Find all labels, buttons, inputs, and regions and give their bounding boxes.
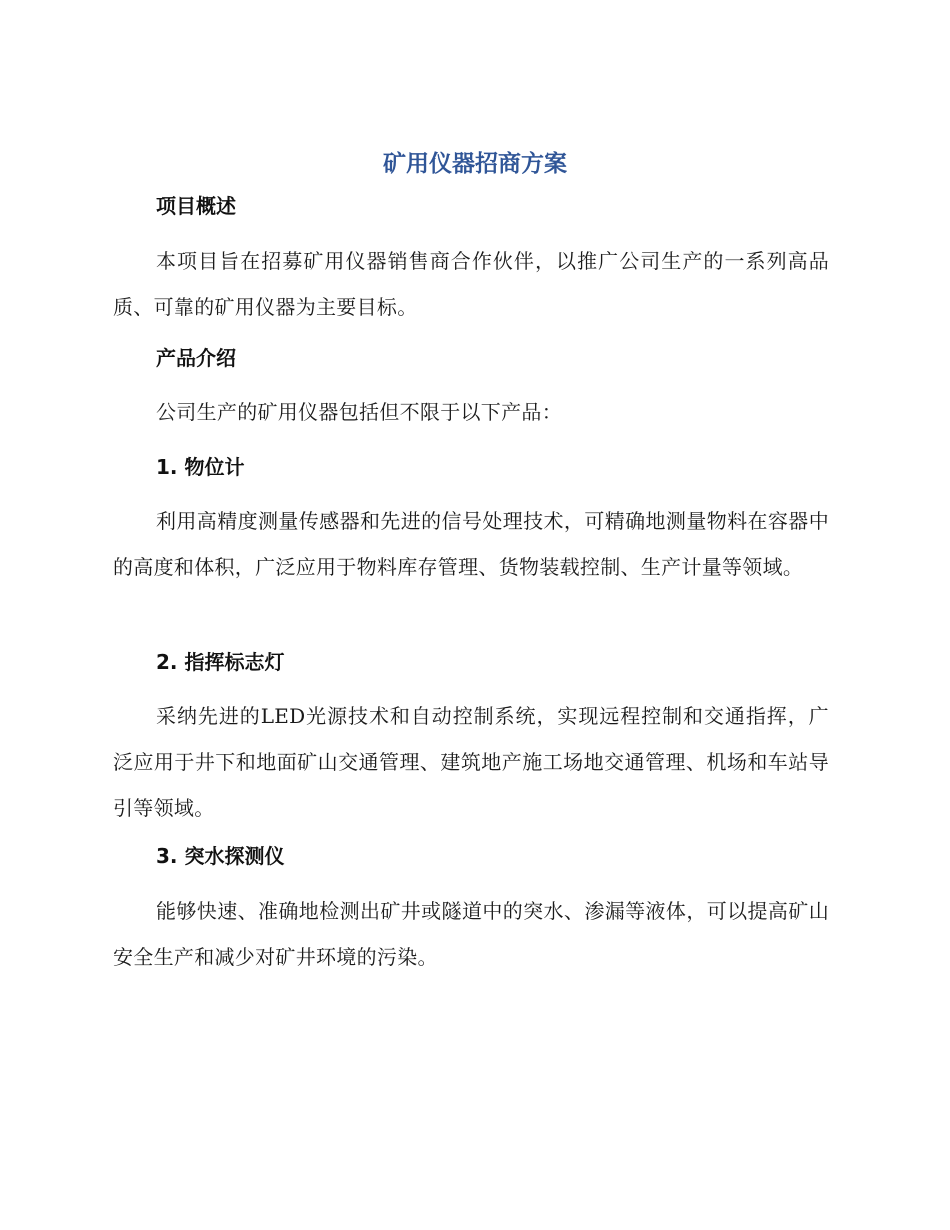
- section-paragraph-products: 公司生产的矿用仪器包括但不限于以下产品：: [156, 400, 562, 424]
- section-heading-water-detector: 3. 突水探测仪: [156, 844, 285, 868]
- section-paragraph-level-meter: 利用高精度测量传感器和先进的信号处理技术，可精确地测量物料在容器中的高度和体积，广泛应用于物料库存管理、货物装载控制、生产计量等领域。: [113, 509, 829, 579]
- section-heading-signal-light: 2. 指挥标志灯: [156, 650, 285, 674]
- section-heading-products: 产品介绍: [156, 346, 236, 370]
- section-paragraph-overview: 本项目旨在招募矿用仪器销售商合作伙伴，以推广公司生产的一系列高品质、可靠的矿用仪器为主要目标。: [113, 249, 829, 319]
- section-heading-overview: 项目概述: [156, 194, 236, 218]
- section-paragraph-water-detector: 能够快速、准确地检测出矿井或隧道中的突水、渗漏等液体，可以提高矿山安全生产和减少对矿井环境的污染。: [113, 899, 829, 969]
- document-title: 矿用仪器招商方案: [383, 151, 567, 177]
- section-heading-level-meter: 1. 物位计: [156, 455, 245, 479]
- section-paragraph-signal-light: 采纳先进的LED光源技术和自动控制系统，实现远程控制和交通指挥，广泛应用于井下和地面矿山交通管理、建筑地产施工场地交通管理、机场和车站导引等领域。: [113, 704, 829, 820]
